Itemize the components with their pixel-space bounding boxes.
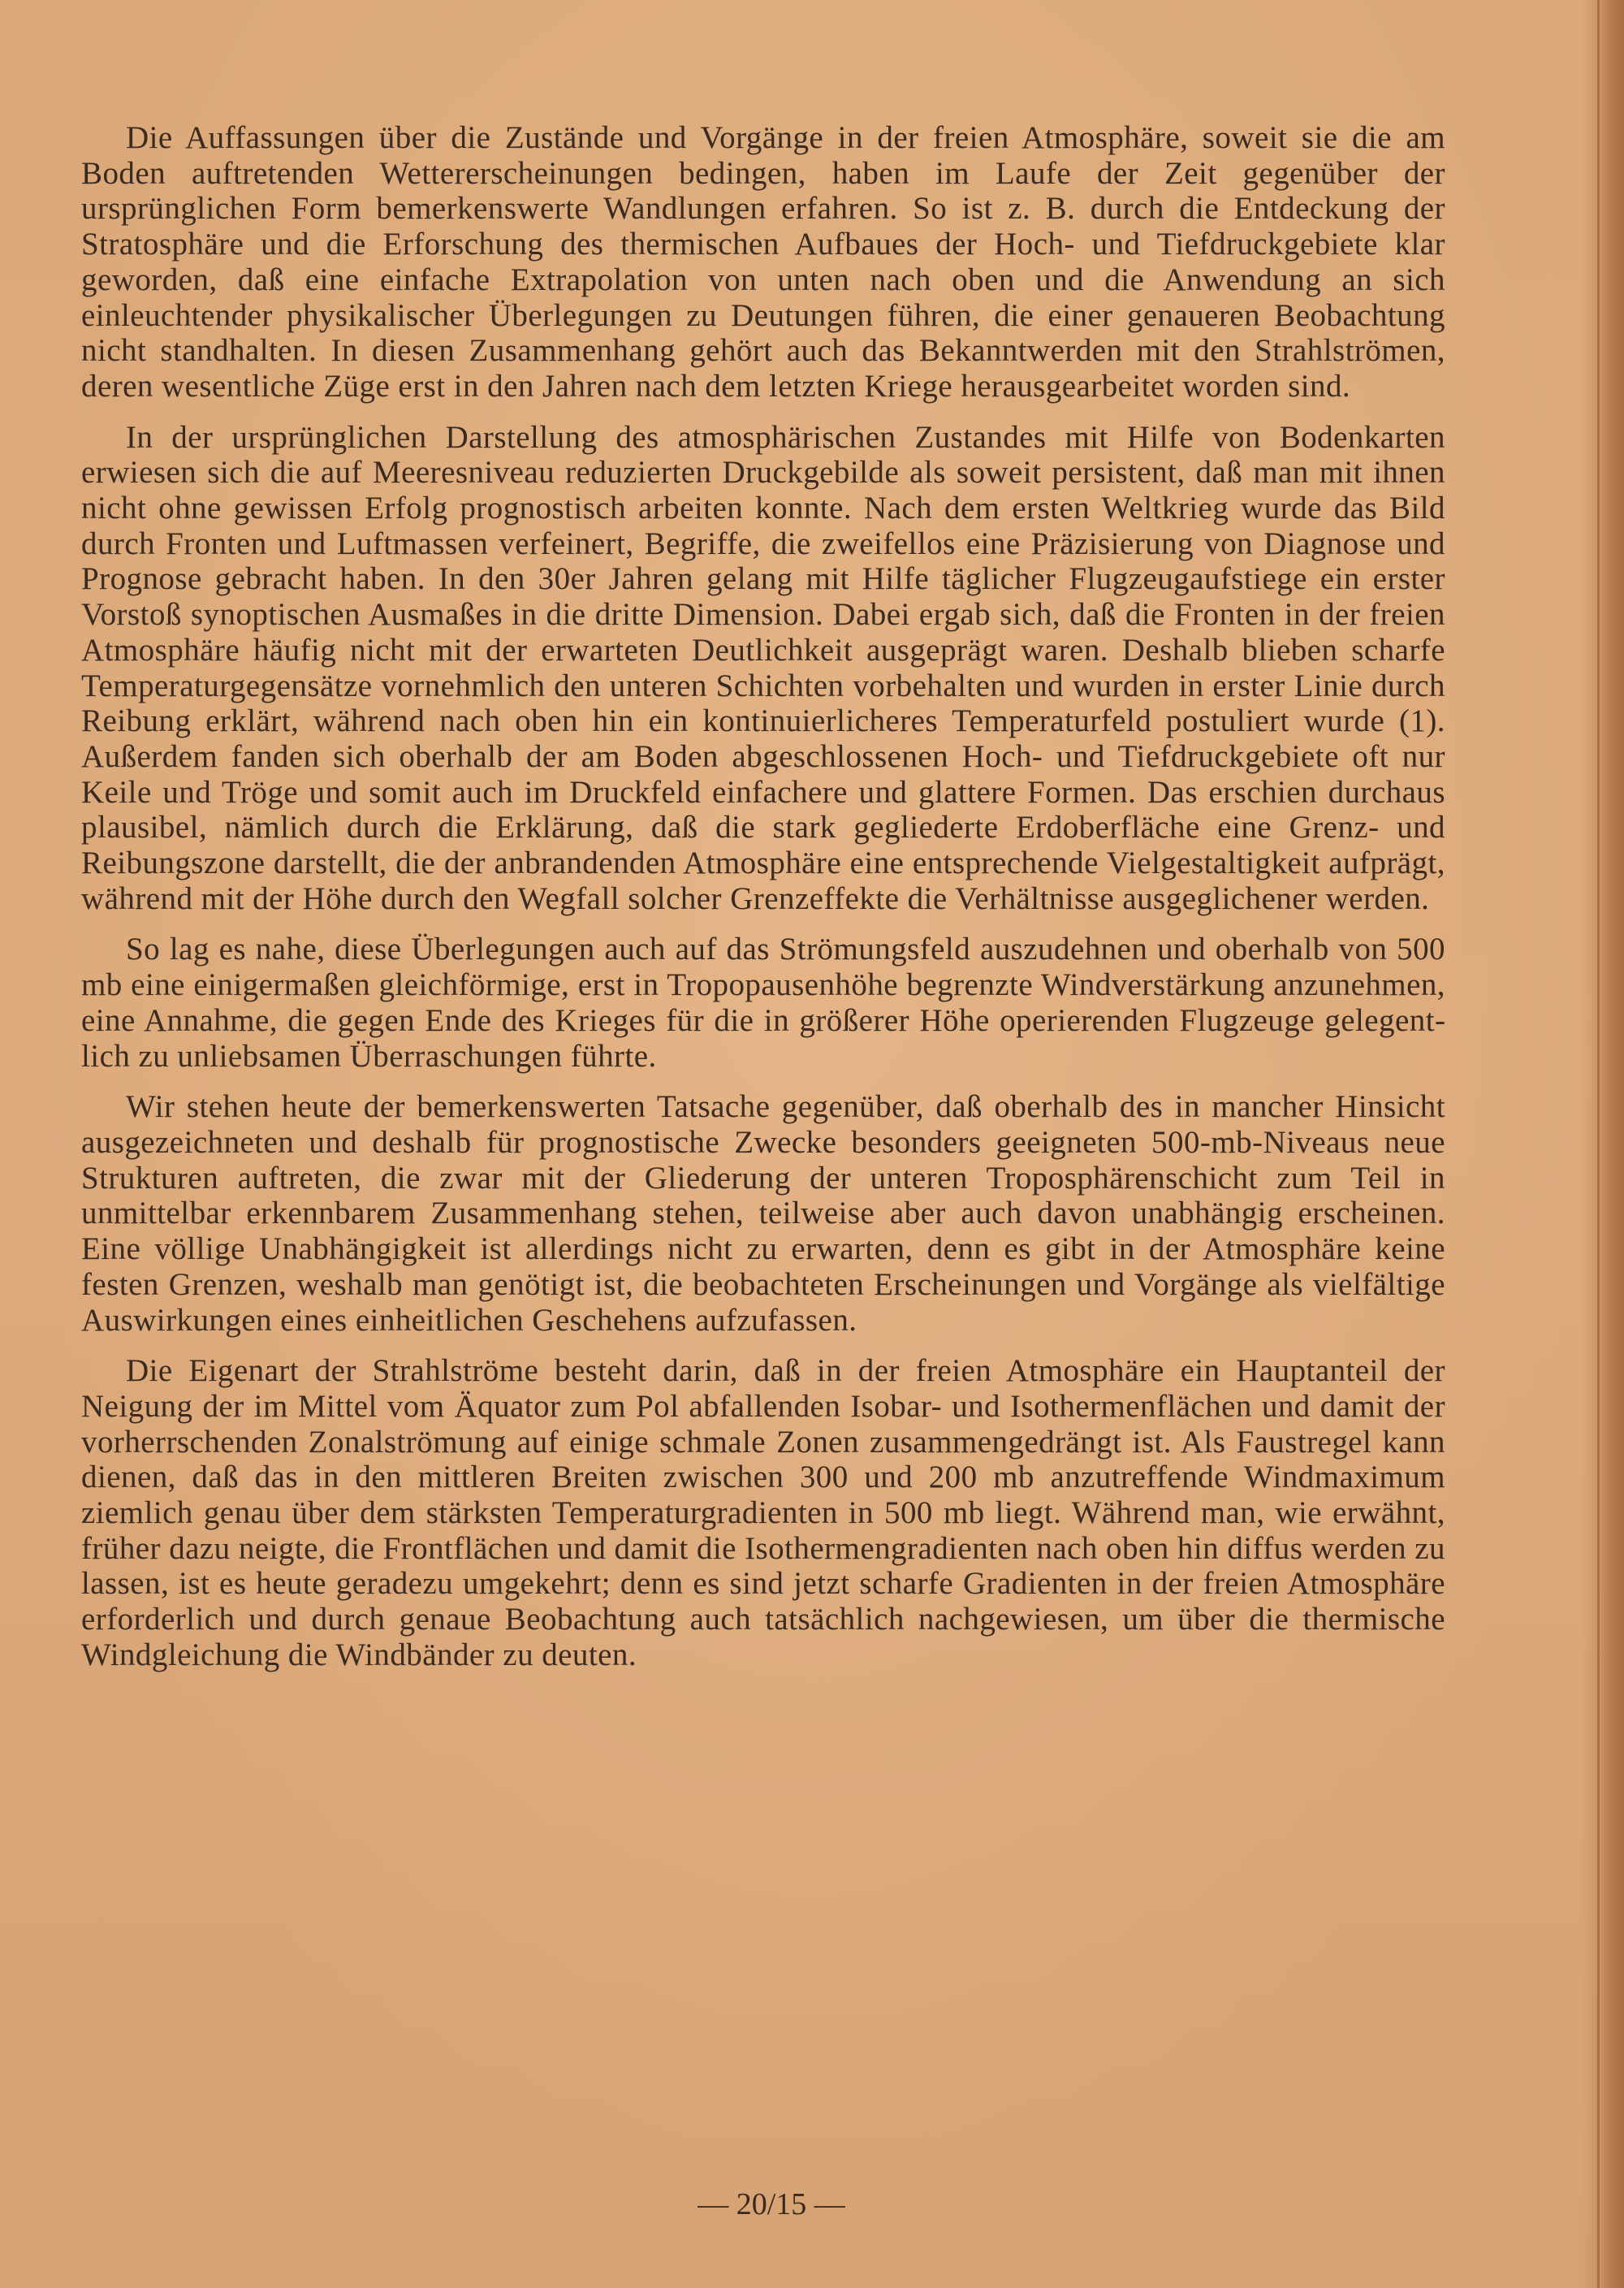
paragraph: In der ursprünglichen Darstellung des atmosphärischen Zustandes mit Hilfe von Bodenkarten erwiesen sich die auf Meeresniveau reduzierten Druckgebilde als soweit persistent, daß man mit ihnen nicht ohne gewissen Erfolg prognostisch arbeiten konnte. Nach dem ersten Weltkrieg wurde das Bild durch Fronten und Luftmassen verfeinert, Begriffe, die zweifellos eine Präzisierung von Diagnose und Prognose gebracht haben. In den 30er Jahren gelang mit Hilfe täglicher Flugzeugaufstiege ein erster Vorstoß synoptischen Ausmaßes in die dritte Dimension. Dabei ergab sich, daß die Fronten in der freien Atmosphäre häufig nicht mit der erwarteten Deutlichkeit ausgeprägt waren. Deshalb blieben scharfe Temperaturgegensätze vornehmlich den unteren Schichten vorbehalten und wurden in erster Linie durch Reibung erklärt, während nach oben hin ein kontinuierlicheres Temperaturfeld postuliert wurde (1). Außerdem fanden sich oberhalb der am Boden abgeschlossenen Hoch- und Tiefdruckgebiete oft nur Keile und Tröge und somit auch im Druckfeld einfachere und glattere Formen. Das erschien durchaus plausibel, nämlich durch die Erklärung, daß die stark gegliederte Erdoberfläche eine Grenz- und Reibungszone darstellt, die der anbrandenden Atmosphäre eine entsprechende Vielgestaltigkeit aufprägt, während mit der Höhe durch den Wegfall solcher Grenzeffekte die Verhältnisse ausgeglichener werden. <box>81 419 1445 916</box>
page-edge <box>1582 0 1624 2288</box>
paragraph: So lag es nahe, diese Überlegungen auch auf das Strömungsfeld auszudehnen und oberhalb von 500 mb eine einigermaßen gleichförmige, erst in Tropopausenhöhe begrenzte Windverstärkung anzunehmen, eine Annahme, die gegen Ende des Krieges für die in größerer Höhe operierenden Flugzeuge gelegentlich zu unliebsamen Überraschungen führte. <box>81 932 1445 1074</box>
paragraph: Die Auffassungen über die Zustände und Vorgänge in der freien Atmosphäre, soweit sie die am Boden auftretenden Wettererscheinungen bedingen, haben im Laufe der Zeit gegenüber der ursprünglichen Form bemerkenswerte Wandlungen erfahren. So ist z. B. durch die Entdeckung der Stratosphäre und die Erforschung des thermischen Aufbaues der Hoch- und Tiefdruckgebiete klar geworden, daß eine einfache Extrapolation von unten nach oben und die Anwendung an sich einleuchtender physikalischer Überlegungen zu Deutungen führen, die einer genaueren Beobachtung nicht standhalten. In diesen Zusammenhang gehört auch das Bekanntwerden mit den Strahlströmen, deren wesentliche Züge erst in den Jahren nach dem letzten Kriege herausgearbeitet worden sind. <box>81 120 1445 404</box>
page-edge-line <box>1597 0 1600 2288</box>
paragraph: Die Eigenart der Strahlströme besteht darin, daß in der freien Atmosphäre ein Hauptanteil der Neigung der im Mittel vom Äquator zum Pol abfallenden Isobar- und Isothermenflächen und damit der vorherrschenden Zonalströmung auf einige schmale Zonen zusammengedrängt ist. Als Faustregel kann dienen, daß das in den mittleren Breiten zwischen 300 und 200 mb anzutreffende Windmaximum ziemlich genau über dem stärksten Temperaturgradienten in 500 mb liegt. Während man, wie erwähnt, früher dazu neigte, die Frontflächen und damit die Isothermengradienten nach oben hin diffus werden zu lassen, ist es heute geradezu umgekehrt; denn es sind jetzt scharfe Gradienten in der freien Atmosphäre erforderlich und durch genaue Beobachtung auch tatsächlich nachgewiesen, um über die thermische Windgleichung die Windbänder zu deuten. <box>81 1353 1445 1672</box>
body-text <box>81 120 1445 1689</box>
paragraph: Wir stehen heute der bemerkenswerten Tatsache gegenüber, daß oberhalb des in mancher Hinsicht ausgezeichneten und deshalb für prognostische Zwecke besonders geeigneten 500-mb-Niveaus neue Strukturen auftreten, die zwar mit der Gliederung der unteren Troposphärenschicht zum Teil in unmittelbar erkennbarem Zusammenhang stehen, teilweise aber auch davon unabhängig erscheinen. Eine völlige Unabhängigkeit ist allerdings nicht zu erwarten, denn es gibt in der Atmosphäre keine festen Grenzen, weshalb man genötigt ist, die beobachteten Erscheinungen und Vorgänge als vielfältige Auswirkungen eines einheitlichen Geschehens aufzufassen. <box>81 1089 1445 1338</box>
page-number: — 20/15 — <box>698 2187 845 2221</box>
